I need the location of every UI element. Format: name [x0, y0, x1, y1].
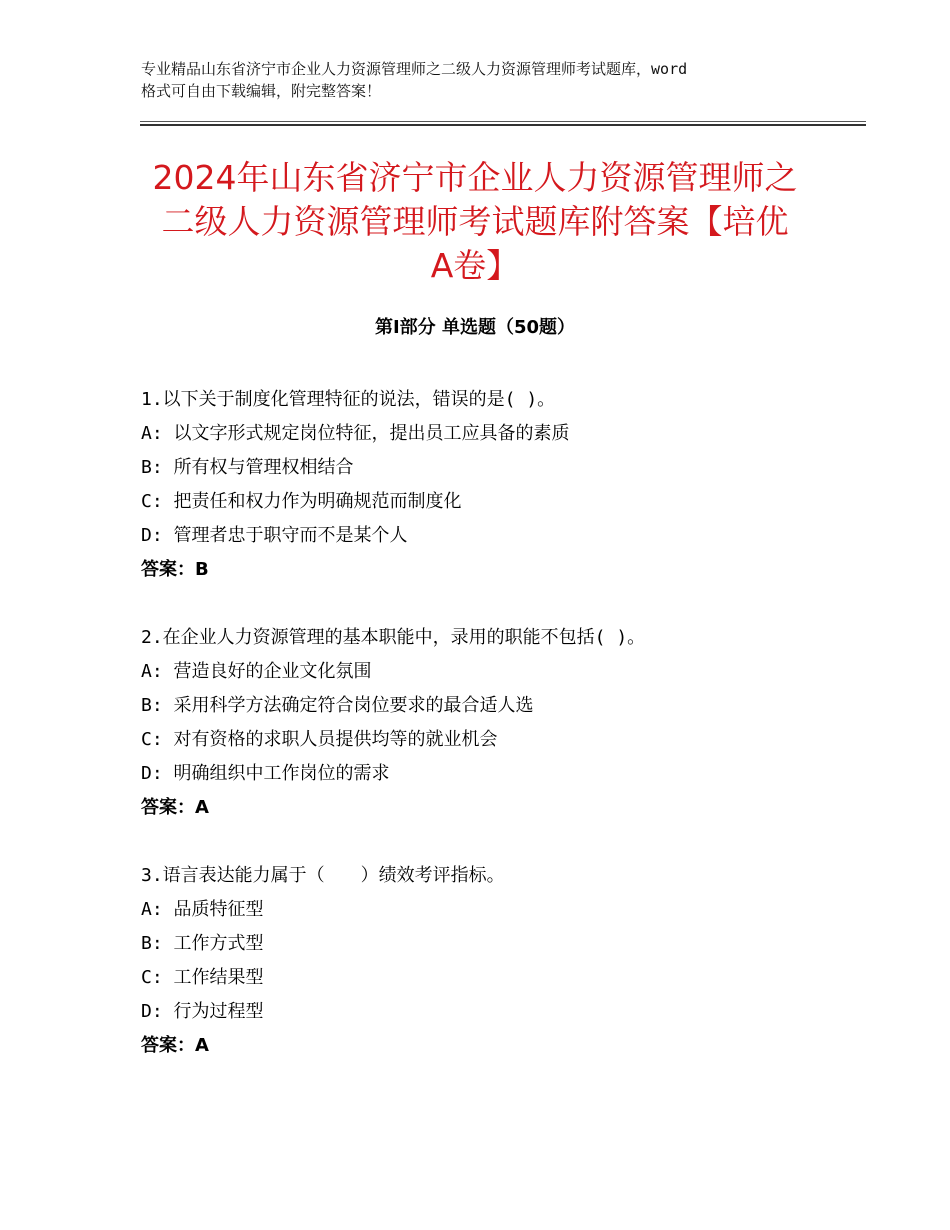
option-d: D: 管理者忠于职守而不是某个人	[141, 525, 408, 546]
question-stem: 1.以下关于制度化管理特征的说法，错误的是( )。	[141, 389, 556, 410]
option-a: A: 以文字形式规定岗位特征，提出员工应具备的素质	[141, 423, 570, 444]
question-1	[141, 383, 861, 587]
option-c: C: 对有资格的求职人员提供均等的就业机会	[141, 729, 498, 750]
question-2	[141, 621, 861, 825]
option-d: D: 明确组织中工作岗位的需求	[141, 763, 390, 784]
option-d: D: 行为过程型	[141, 1001, 264, 1022]
option-c: C: 把责任和权力作为明确规范而制度化	[141, 491, 462, 512]
header-note-line1: 专业精品山东省济宁市企业人力资源管理师之二级人力资源管理师考试题库，word	[141, 60, 688, 78]
option-a: A: 营造良好的企业文化氛围	[141, 661, 372, 682]
answer-label: 答案：A	[141, 797, 209, 818]
question-stem: 3.语言表达能力属于（ ）绩效考评指标。	[141, 865, 505, 886]
option-c: C: 工作结果型	[141, 967, 264, 988]
answer-label: 答案：B	[141, 559, 209, 580]
option-b: B: 所有权与管理权相结合	[141, 457, 354, 478]
title-line2: 二级人力资源管理师考试题库附答案【培优	[161, 202, 789, 241]
title-line3: A卷】	[430, 246, 520, 285]
question-list	[141, 383, 861, 1097]
option-b: B: 工作方式型	[141, 933, 264, 954]
header-note-line2: 格式可自由下载编辑，附完整答案！	[141, 82, 382, 100]
header-divider-thin	[140, 121, 866, 122]
document-title	[100, 156, 850, 288]
question-stem: 2.在企业人力资源管理的基本职能中，录用的职能不包括( )。	[141, 627, 646, 648]
answer-label: 答案：A	[141, 1035, 209, 1056]
question-3	[141, 859, 861, 1063]
option-b: B: 采用科学方法确定符合岗位要求的最合适人选	[141, 695, 534, 716]
header-divider-thick	[140, 124, 866, 126]
option-a: A: 品质特征型	[141, 899, 264, 920]
title-line1: 2024年山东省济宁市企业人力资源管理师之	[152, 158, 798, 197]
section-heading: 第Ⅰ部分 单选题（50题）	[374, 317, 575, 338]
header-note	[141, 58, 821, 102]
